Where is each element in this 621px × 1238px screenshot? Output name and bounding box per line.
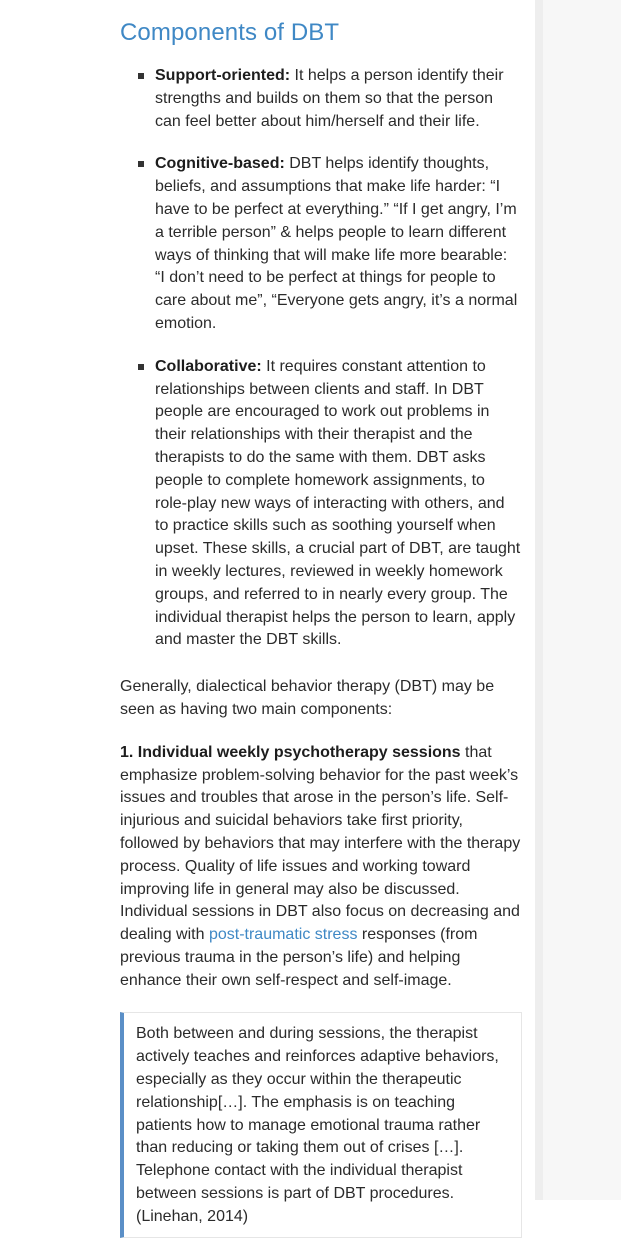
blockquote-text: Both between and during sessions, the therapist actively teaches and reinforces adaptive behaviors, especially as they occur within the therapeutic relationship[…]. The emphasis is on teaching patients how to manage emotional trauma rather than reducing or taking them out of crises […]. Telephone contact with the individual therapist between sessions is part of DBT procedures. (Linehan, 2014) bbox=[136, 1025, 499, 1225]
list-item-term: Cognitive-based: bbox=[155, 155, 285, 173]
list-item bbox=[120, 153, 521, 335]
blockquote bbox=[120, 1012, 522, 1238]
right-gutter bbox=[543, 0, 621, 1200]
components-list bbox=[120, 65, 521, 652]
sessions-paragraph bbox=[120, 742, 521, 993]
intro-paragraph: Generally, dialectical behavior therapy (DBT) may be seen as having two main components: bbox=[120, 678, 495, 718]
list-item bbox=[120, 65, 521, 133]
list-item-term: Collaborative: bbox=[155, 357, 262, 375]
sessions-text-before-link: that emphasize problem-solving behavior for the past week’s issues and troubles that arose in the person’s life. Self-injurious and suicidal behaviors take first priority, followed by behaviors that may interfere with the therapy process. Quality of life issues and working toward improving life in general may also be discussed. Individual sessions in DBT also focus on decreasing and dealing with bbox=[120, 743, 521, 944]
bullet-square-icon bbox=[138, 364, 144, 370]
bullet-square-icon bbox=[138, 73, 144, 79]
sessions-heading: 1. Individual weekly psychotherapy sessions bbox=[120, 743, 461, 761]
list-item bbox=[120, 356, 521, 652]
list-item-text: DBT helps identify thoughts, beliefs, and assumptions that make life harder: “I have to be perfect at everything.” “If I get angry, I’m a terrible person” & helps people to learn different ways of thinking that will make life more bearable: “I don’t need to be perfect at things for people to care about me”, “Everyone gets angry, it’s a normal emotion. bbox=[155, 155, 518, 332]
section-heading: Components of DBT bbox=[120, 19, 340, 46]
bullet-square-icon bbox=[138, 161, 144, 167]
list-item-term: Support-oriented: bbox=[155, 67, 291, 84]
list-item-text: It helps a person identify their strengths and builds on them so that the person can feel better about him/herself and their life. bbox=[155, 67, 504, 130]
list-item-text: It requires constant attention to relationships between clients and staff. In DBT people are encouraged to work out problems in their relationships with their therapist and the therapists to do the same with them. DBT asks people to complete homework assignments, to role-play new ways of interacting with others, and to practice skills such as soothing yourself when upset. These skills, a crucial part of DBT, are taught in weekly lectures, reviewed in weekly homework groups, and referred to in nearly every group. The individual therapist helps the person to learn, apply and master the DBT skills. bbox=[155, 357, 521, 649]
post-traumatic-stress-link[interactable]: post-traumatic stress bbox=[208, 926, 358, 944]
page-divider bbox=[535, 0, 543, 1200]
sessions-text-after-link: responses (from previous trauma in the person’s life) and helping enhance their own self-respect and self-image. bbox=[120, 926, 478, 989]
